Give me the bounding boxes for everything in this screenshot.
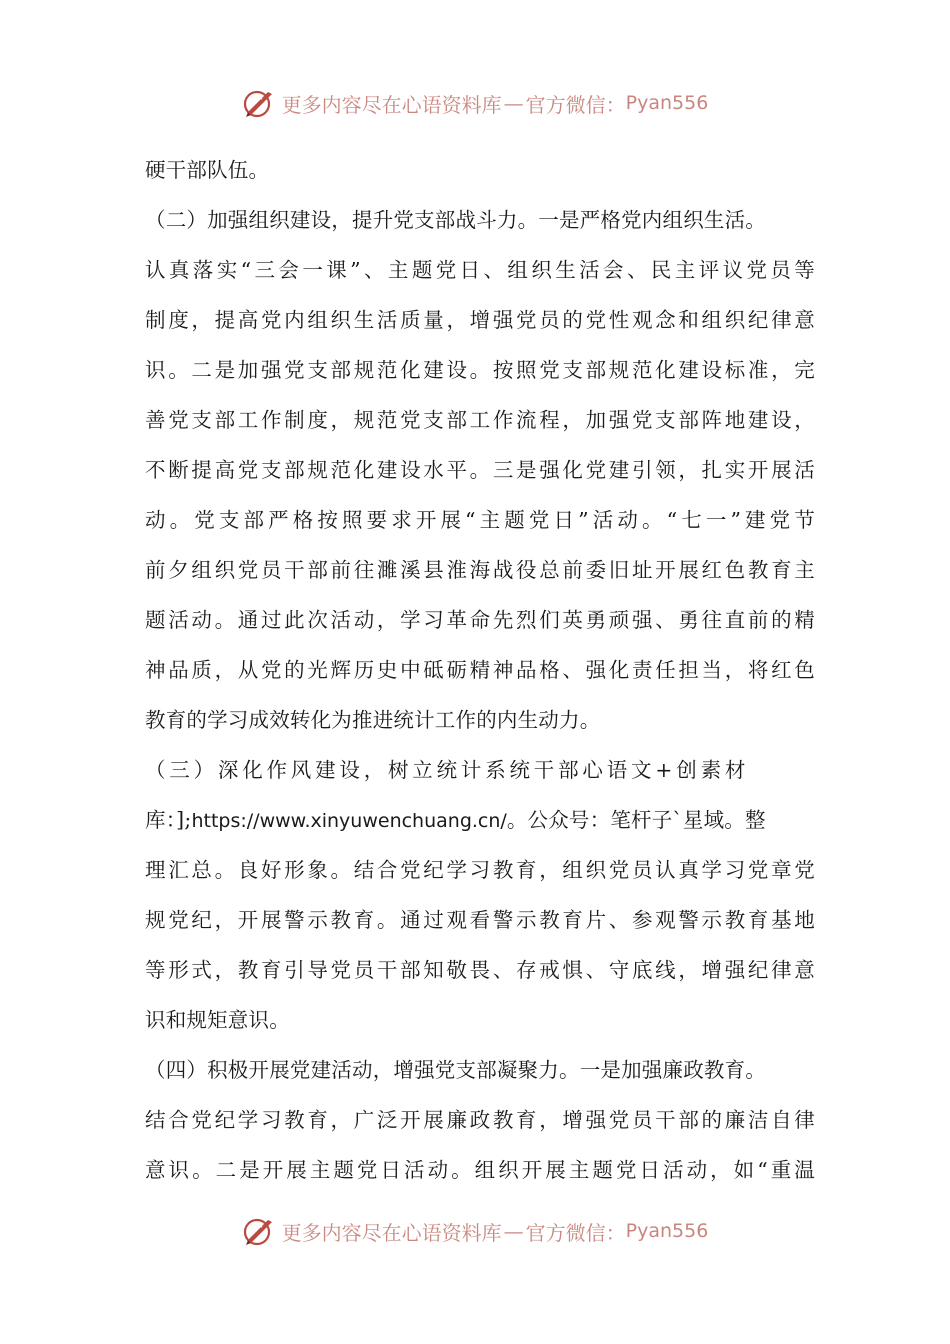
text-line: 等形式，教育引导党员干部知敬畏、存戒惧、守底线，增强纪律意	[145, 958, 815, 982]
header-watermark-banner	[0, 83, 950, 123]
text-line: 识。二是加强党支部规范化建设。按照党支部规范化建设标准，完	[145, 358, 815, 382]
banner-title: 更多内容尽在心语资料库	[281, 92, 502, 117]
banner-subtitle: 官方微信：	[525, 1220, 626, 1245]
text-line: 题活动。通过此次活动，学习革命先烈们英勇顽强、勇往直前的精	[145, 608, 815, 632]
text-line: 善党支部工作制度，规范党支部工作流程，加强党支部阵地建设，	[145, 408, 815, 432]
pen-logo-icon	[242, 86, 276, 120]
text-line: 规党纪，开展警示教育。通过观看警示教育片、参观警示教育基地	[145, 908, 815, 932]
footer-watermark-banner	[0, 1211, 950, 1251]
document-body	[145, 145, 815, 1195]
banner-subtitle: 官方微信：	[525, 92, 626, 117]
text-fragment: 。公众号：笔杆子`星域。整	[506, 808, 766, 832]
banner-title: 更多内容尽在心语资料库	[281, 1220, 502, 1245]
text-line: 认真落实“三会一课”、主题党日、组织生活会、民主评议党员等	[145, 258, 815, 282]
text-line: 不断提高党支部规范化建设水平。三是强化党建引领，扎实开展活	[145, 458, 815, 482]
text-fragment: 库：];	[145, 808, 192, 832]
text-line: （四）积极开展党建活动，增强党支部凝聚力。一是加强廉政教育。	[145, 1058, 766, 1082]
banner-account: Pyan556	[625, 1220, 709, 1242]
text-line: 动。党支部严格按照要求开展“主题党日”活动。“七一”建党节	[145, 508, 815, 532]
text-line: 制度，提高党内组织生活质量，增强党员的党性观念和组织纪律意	[145, 308, 815, 332]
website-url: https://www.xinyuwenchuang.cn/	[191, 810, 507, 832]
text-line: 识和规矩意识。	[145, 1008, 290, 1032]
text-line: （三）深化作风建设，树立统计系统干部心语文+创素材	[145, 758, 750, 782]
text-line: 神品质，从党的光辉历史中砥砺精神品格、强化责任担当，将红色	[145, 658, 815, 682]
text-line: 意识。二是开展主题党日活动。组织开展主题党日活动，如“重温	[145, 1158, 815, 1182]
banner-account: Pyan556	[625, 92, 709, 114]
text-line	[145, 795, 815, 845]
banner-dash: —	[503, 91, 524, 115]
text-line: 教育的学习成效转化为推进统计工作的内生动力。	[145, 708, 601, 732]
banner-dash: —	[503, 1219, 524, 1243]
text-line: 结合党纪学习教育，广泛开展廉政教育，增强党员干部的廉洁自律	[145, 1108, 815, 1132]
text-line: 硬干部队伍。	[145, 158, 270, 182]
text-line: 理汇总。良好形象。结合党纪学习教育，组织党员认真学习党章党	[145, 858, 815, 882]
text-line: （二）加强组织建设，提升党支部战斗力。一是严格党内组织生活。	[145, 208, 766, 232]
pen-logo-icon	[242, 1214, 276, 1248]
text-line: 前夕组织党员干部前往濉溪县淮海战役总前委旧址开展红色教育主	[145, 558, 815, 582]
